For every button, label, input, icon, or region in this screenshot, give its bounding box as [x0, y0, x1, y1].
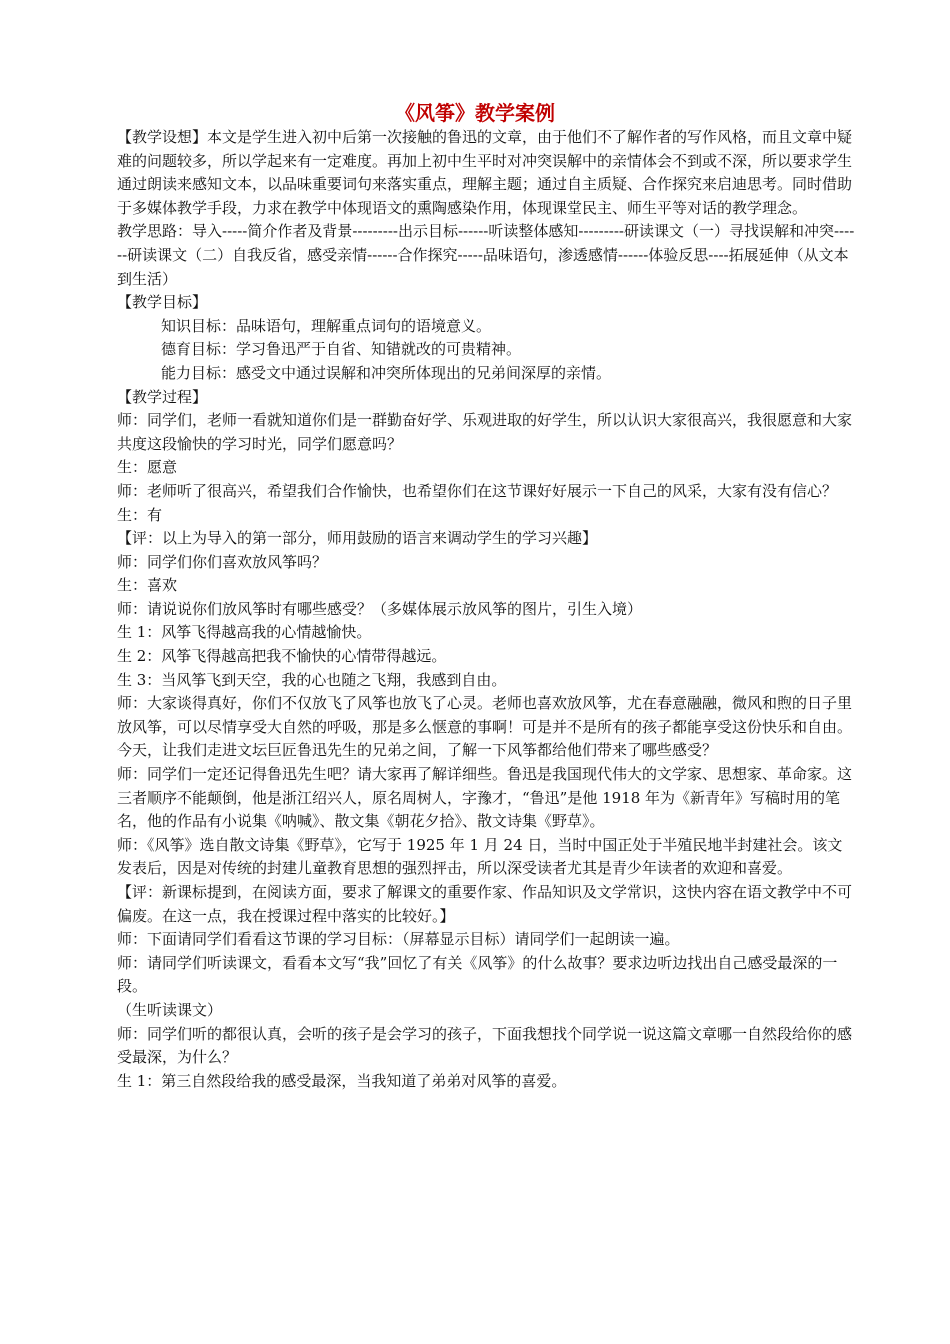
- goal-moral: 德育目标：学习鲁迅严于自省、知错就改的可贵精神。: [161, 340, 522, 359]
- document-body: [117, 126, 857, 1093]
- stage-direction: （生听读课文）: [117, 1000, 223, 1019]
- comment-note: 【评：新课标提到，在阅读方面，要求了解课文的重要作家、作品知识及文学常识，这快内容在语文教学中不可偏废。在这一点，我在授课过程中落实的比较好。】: [117, 883, 853, 925]
- paragraph-design: 【教学设想】本文是学生进入初中后第一次接触的鲁迅的文章，由于他们不了解作者的写作风格，而且文章中疑难的问题较多，所以学起来有一定难度。再加上初中生平时对冲突误解中的亲情体会不到或不深，所以要求学生通过朗读来感知文本，以品味重要词句来落实重点，理解主题；通过自主质疑、合作探究来启迪思考。同时借助于多媒体教学手段，力求在教学中体现语文的熏陶感染作用，体现课堂民主、师生平等对话的教学理念。: [117, 128, 853, 217]
- dialogue-line: 生：愿意: [117, 458, 178, 477]
- dialogue-line: 师：同学们听的都很认真，会听的孩子是会学习的孩子，下面我想找个同学说一说这篇文章哪一自然段给你的感受最深，为什么？: [117, 1024, 853, 1067]
- dialogue-line: 生 3：当风筝飞到天空，我的心也随之飞翔，我感到自由。: [117, 670, 507, 689]
- dialogue-line: 师：请说说你们放风筝时有哪些感受？（多媒体展示放风筝的图片，引生入境）: [117, 599, 643, 618]
- dialogue-line: 师：老师听了很高兴，希望我们合作愉快，也希望你们在这节课好好展示一下自己的风采，大家有没有信心？: [117, 481, 838, 500]
- paragraph-approach: 教学思路：导入-----简介作者及背景---------出示目标------听读整体感知---------研读课文（一）寻找误解和冲突------研读课文（二）自我反省，感受亲情------合作探究-----品味语句，渗透感情------体验反思----拓展延伸（从文本到生活）: [117, 222, 855, 288]
- dialogue-line: 师：请同学们听读课文，看看本文写“我”回忆了有关《风筝》的什么故事？要求边听边找出自己感受最深的一段。: [117, 953, 838, 996]
- dialogue-line: 师：《风筝》选自散文诗集《野草》，它写于 1925 年 1 月 24 日，当时中国正处于半殖民地半封建社会。该文发表后，因是对传统的封建儿童教育思想的强烈抨击，所以深受读者尤其是青少年读者的欢迎和喜爱。: [117, 835, 843, 878]
- dialogue-line: 师：同学们，老师一看就知道你们是一群勤奋好学、乐观进取的好学生，所以认识大家很高兴，我很愿意和大家共度这段愉快的学习时光，同学们愿意吗？: [117, 411, 853, 453]
- dialogue-line: 生：喜欢: [117, 576, 178, 595]
- dialogue-line: 生 1：风筝飞得越高我的心情越愉快。: [117, 623, 372, 642]
- dialogue-line: 生 2：风筝飞得越高把我不愉快的心情带得越远。: [117, 647, 447, 666]
- dialogue-line: 生 1：第三自然段给我的感受最深，当我知道了弟弟对风筝的喜爱。: [117, 1071, 567, 1090]
- document-title: 《风筝》教学案例: [395, 101, 555, 125]
- goal-ability: 能力目标：感受文中通过误解和冲突所体现出的兄弟间深厚的亲情。: [161, 363, 612, 382]
- dialogue-line: 生：有: [117, 505, 163, 524]
- heading-process: 【教学过程】: [117, 387, 208, 406]
- heading-goals: 【教学目标】: [117, 293, 208, 312]
- comment-note: 【评：以上为导入的第一部分，师用鼓励的语言来调动学生的学习兴趣】: [117, 529, 598, 548]
- dialogue-line: 师：大家谈得真好，你们不仅放飞了风筝也放飞了心灵。老师也喜欢放风筝，尤在春意融融，微风和煦的日子里放风筝，可以尽情享受大自然的呼吸，那是多么惬意的事啊！可是并不是所有的孩子都能享受这份快乐和自由。今天，让我们走进文坛巨匠鲁迅先生的兄弟之间，了解一下风筝都给他们带来了哪些感受？: [117, 694, 853, 760]
- dialogue-line: 师：同学们你们喜欢放风筝吗？: [117, 552, 328, 571]
- dialogue-line: 师：同学们一定还记得鲁迅先生吧？请大家再了解详细些。鲁迅是我国现代伟大的文学家、思想家、革命家。这三者顺序不能颠倒，他是浙江绍兴人，原名周树人，字豫才，“鲁迅”是他 1918 年为《新青年》写稿时用的笔名，他的作品有小说集《呐喊》、散文集《朝花夕拾》、散文诗集《野草》。: [117, 765, 853, 831]
- goal-knowledge: 知识目标：品味语句，理解重点词句的语境意义。: [161, 316, 492, 335]
- dialogue-line: 师：下面请同学们看看这节课的学习目标：（屏幕显示目标）请同学们一起朗读一遍。: [117, 930, 680, 949]
